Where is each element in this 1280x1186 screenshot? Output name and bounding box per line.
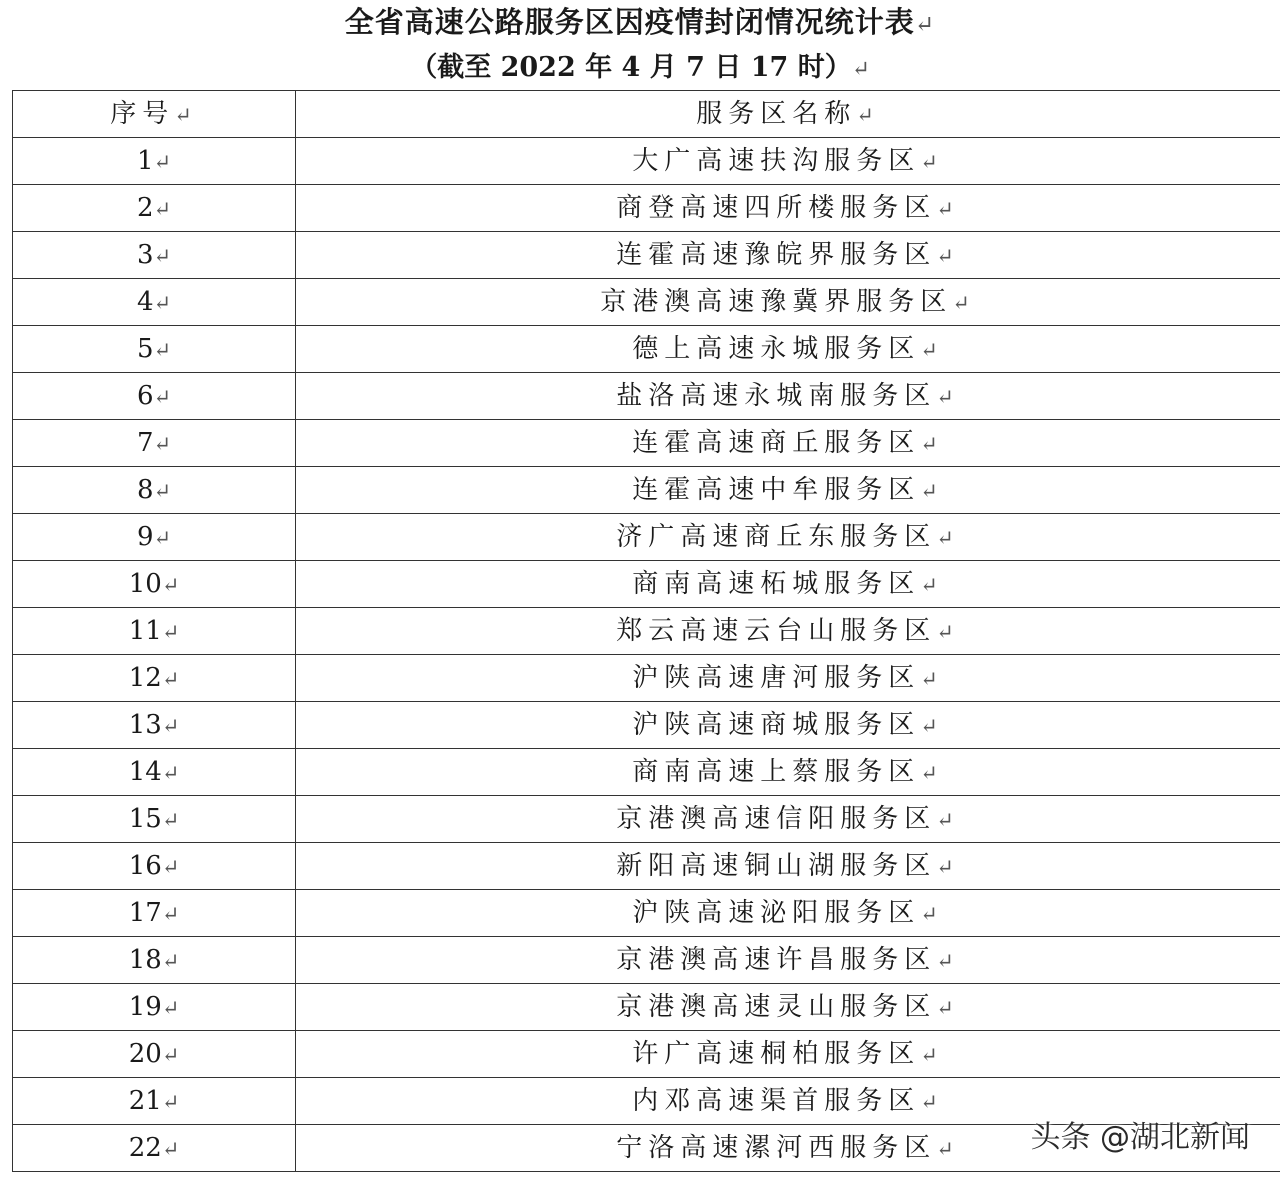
return-mark-icon: ↵ [920, 1043, 944, 1067]
return-mark-icon: ↵ [920, 902, 944, 926]
row-number-cell [13, 1031, 296, 1078]
service-area-name-cell-text: 盐洛高速永城南服务区 [616, 381, 937, 411]
row-number-cell-text: 3 [137, 240, 154, 270]
return-mark-icon: ↵ [920, 714, 944, 738]
row-number-cell [13, 326, 296, 373]
return-mark-icon: ↵ [936, 620, 960, 644]
return-mark-icon: ↵ [153, 385, 171, 409]
table-row [13, 373, 1280, 420]
table-body [13, 91, 1280, 1172]
return-mark-icon: ↵ [936, 855, 960, 879]
return-mark-icon: ↵ [153, 150, 171, 174]
service-area-name-cell-text: 沪陕高速商城服务区 [632, 710, 921, 740]
return-mark-icon: ↵ [936, 244, 960, 268]
header-cell-name-text: 服务区名称 [696, 99, 857, 129]
header-cell-name [296, 91, 1280, 138]
return-mark-icon: ↵ [153, 526, 171, 550]
return-mark-icon: ↵ [936, 1137, 960, 1161]
row-number-cell-text: 22 [128, 1133, 162, 1163]
row-number-cell [13, 608, 296, 655]
service-area-name-cell-text: 新阳高速铜山湖服务区 [616, 851, 937, 881]
service-area-name-cell [296, 796, 1280, 843]
row-number-cell [13, 185, 296, 232]
row-number-cell-text: 12 [128, 663, 162, 693]
return-mark-icon: ↵ [161, 667, 180, 691]
row-number-cell [13, 232, 296, 279]
row-number-cell [13, 890, 296, 937]
return-mark-icon: ↵ [936, 526, 960, 550]
row-number-cell [13, 655, 296, 702]
return-mark-icon: ↵ [856, 103, 880, 127]
return-mark-icon: ↵ [161, 949, 180, 973]
service-area-name-cell [296, 608, 1280, 655]
table-row [13, 608, 1280, 655]
table-row [13, 937, 1280, 984]
service-area-name-cell-text: 京港澳高速许昌服务区 [616, 945, 937, 975]
service-area-name-cell-text: 京港澳高速信阳服务区 [616, 804, 937, 834]
service-area-name-cell-text: 连霍高速中牟服务区 [632, 475, 921, 505]
row-number-cell-text: 14 [128, 757, 162, 787]
service-area-name-cell-text: 连霍高速商丘服务区 [632, 428, 921, 458]
return-mark-icon: ↵ [153, 244, 171, 268]
table-row [13, 232, 1280, 279]
row-number-cell-text: 18 [128, 945, 162, 975]
return-mark-icon: ↵ [936, 996, 960, 1020]
row-number-cell-text: 10 [128, 569, 162, 599]
service-area-name-cell [296, 373, 1280, 420]
row-number-cell-text: 9 [137, 522, 154, 552]
watermark: 头条 @湖北新闻 [1030, 1120, 1250, 1155]
service-area-name-cell-text: 宁洛高速漯河西服务区 [616, 1133, 937, 1163]
row-number-cell [13, 937, 296, 984]
return-mark-icon: ↵ [153, 291, 171, 315]
row-number-cell [13, 373, 296, 420]
row-number-cell [13, 1078, 296, 1125]
table-row [13, 420, 1280, 467]
row-number-cell [13, 467, 296, 514]
service-area-name-cell [296, 655, 1280, 702]
return-mark-icon: ↵ [920, 432, 944, 456]
service-area-name-cell-text: 沪陕高速唐河服务区 [632, 663, 921, 693]
service-area-name-cell [296, 185, 1280, 232]
return-mark-icon: ↵ [161, 855, 180, 879]
row-number-cell-text: 15 [128, 804, 162, 834]
table-row [13, 561, 1280, 608]
header-cell-number [13, 91, 296, 138]
return-mark-icon: ↵ [936, 808, 960, 832]
return-mark-icon: ↵ [920, 150, 944, 174]
table-row [13, 984, 1280, 1031]
service-area-name-cell-text: 连霍高速豫皖界服务区 [616, 240, 937, 270]
row-number-cell-text: 8 [137, 475, 154, 505]
row-number-cell [13, 138, 296, 185]
service-area-name-cell-text: 商南高速柘城服务区 [632, 569, 921, 599]
service-area-name-cell [296, 843, 1280, 890]
return-mark-icon: ↵ [161, 761, 180, 785]
service-area-name-cell [296, 984, 1280, 1031]
table-row [13, 467, 1280, 514]
service-area-name-cell-text: 京港澳高速灵山服务区 [616, 992, 937, 1022]
service-area-name-cell-text: 德上高速永城服务区 [632, 334, 921, 364]
row-number-cell [13, 749, 296, 796]
row-number-cell-text: 20 [128, 1039, 162, 1069]
return-mark-icon: ↵ [851, 57, 870, 82]
table-row [13, 749, 1280, 796]
return-mark-icon: ↵ [936, 949, 960, 973]
service-area-name-cell [296, 467, 1280, 514]
service-area-name-cell [296, 326, 1280, 373]
table-row [13, 796, 1280, 843]
table-row [13, 890, 1280, 937]
row-number-cell-text: 13 [128, 710, 162, 740]
table-header-row [13, 91, 1280, 138]
service-area-name-cell-text: 郑云高速云台山服务区 [616, 616, 937, 646]
table-row [13, 702, 1280, 749]
row-number-cell [13, 514, 296, 561]
return-mark-icon: ↵ [161, 996, 180, 1020]
return-mark-icon: ↵ [920, 573, 944, 597]
row-number-cell [13, 984, 296, 1031]
return-mark-icon: ↵ [161, 714, 180, 738]
service-area-name-cell [296, 514, 1280, 561]
service-area-name-cell [296, 232, 1280, 279]
service-area-name-cell [296, 279, 1280, 326]
service-area-name-cell-text: 京港澳高速豫冀界服务区 [600, 287, 953, 317]
return-mark-icon: ↵ [153, 479, 171, 503]
return-mark-icon: ↵ [936, 385, 960, 409]
row-number-cell-text: 16 [128, 851, 162, 881]
service-area-name-cell-text: 许广高速桐柏服务区 [632, 1039, 921, 1069]
return-mark-icon: ↵ [153, 197, 171, 221]
return-mark-icon: ↵ [161, 902, 180, 926]
document-title [0, 2, 1280, 42]
row-number-cell [13, 561, 296, 608]
return-mark-icon: ↵ [914, 11, 936, 38]
service-area-name-cell-text: 济广高速商丘东服务区 [616, 522, 937, 552]
return-mark-icon: ↵ [174, 103, 198, 127]
table-row [13, 1031, 1280, 1078]
return-mark-icon: ↵ [920, 338, 944, 362]
return-mark-icon: ↵ [920, 761, 944, 785]
return-mark-icon: ↵ [153, 432, 171, 456]
row-number-cell-text: 1 [137, 146, 154, 176]
service-area-name-cell-text: 商南高速上蔡服务区 [632, 757, 921, 787]
table-row [13, 185, 1280, 232]
table-row [13, 326, 1280, 373]
return-mark-icon: ↵ [920, 479, 944, 503]
row-number-cell [13, 279, 296, 326]
return-mark-icon: ↵ [952, 291, 976, 315]
table-row [13, 138, 1280, 185]
service-area-name-cell-text: 内邓高速渠首服务区 [632, 1086, 921, 1116]
table-row [13, 655, 1280, 702]
row-number-cell-text: 5 [137, 334, 154, 364]
service-area-name-cell [296, 702, 1280, 749]
row-number-cell [13, 702, 296, 749]
table-row [13, 843, 1280, 890]
row-number-cell-text: 11 [128, 616, 162, 646]
row-number-cell-text: 17 [128, 898, 162, 928]
service-area-name-cell-text: 商登高速四所楼服务区 [616, 193, 937, 223]
row-number-cell-text: 6 [137, 381, 154, 411]
row-number-cell [13, 1125, 296, 1172]
return-mark-icon: ↵ [920, 667, 944, 691]
return-mark-icon: ↵ [153, 338, 171, 362]
service-area-name-cell [296, 1031, 1280, 1078]
service-area-name-cell [296, 890, 1280, 937]
table-row [13, 279, 1280, 326]
row-number-cell [13, 796, 296, 843]
return-mark-icon: ↵ [161, 1137, 180, 1161]
return-mark-icon: ↵ [161, 573, 180, 597]
return-mark-icon: ↵ [920, 1090, 944, 1114]
service-area-table [12, 90, 1280, 1172]
service-area-name-cell [296, 937, 1280, 984]
row-number-cell-text: 19 [128, 992, 162, 1022]
row-number-cell-text: 21 [128, 1086, 162, 1116]
service-area-name-cell [296, 561, 1280, 608]
row-number-cell-text: 4 [137, 287, 154, 317]
service-area-name-cell [296, 138, 1280, 185]
return-mark-icon: ↵ [161, 1090, 180, 1114]
service-area-name-cell [296, 420, 1280, 467]
document-subtitle-text: （截至 2022 年 4 月 7 日 17 时） [410, 52, 852, 83]
return-mark-icon: ↵ [936, 197, 960, 221]
row-number-cell-text: 2 [137, 193, 154, 223]
document-subtitle [0, 48, 1280, 88]
row-number-cell [13, 843, 296, 890]
return-mark-icon: ↵ [161, 808, 180, 832]
return-mark-icon: ↵ [161, 620, 180, 644]
return-mark-icon: ↵ [161, 1043, 180, 1067]
row-number-cell-text: 7 [137, 428, 154, 458]
document-title-text: 全省高速公路服务区因疫情封闭情况统计表 [344, 5, 915, 39]
table-row [13, 514, 1280, 561]
header-cell-number-text: 序号 [110, 99, 175, 129]
service-area-name-cell [296, 749, 1280, 796]
service-area-name-cell-text: 大广高速扶沟服务区 [632, 146, 921, 176]
service-area-name-cell-text: 沪陕高速泌阳服务区 [632, 898, 921, 928]
row-number-cell [13, 420, 296, 467]
